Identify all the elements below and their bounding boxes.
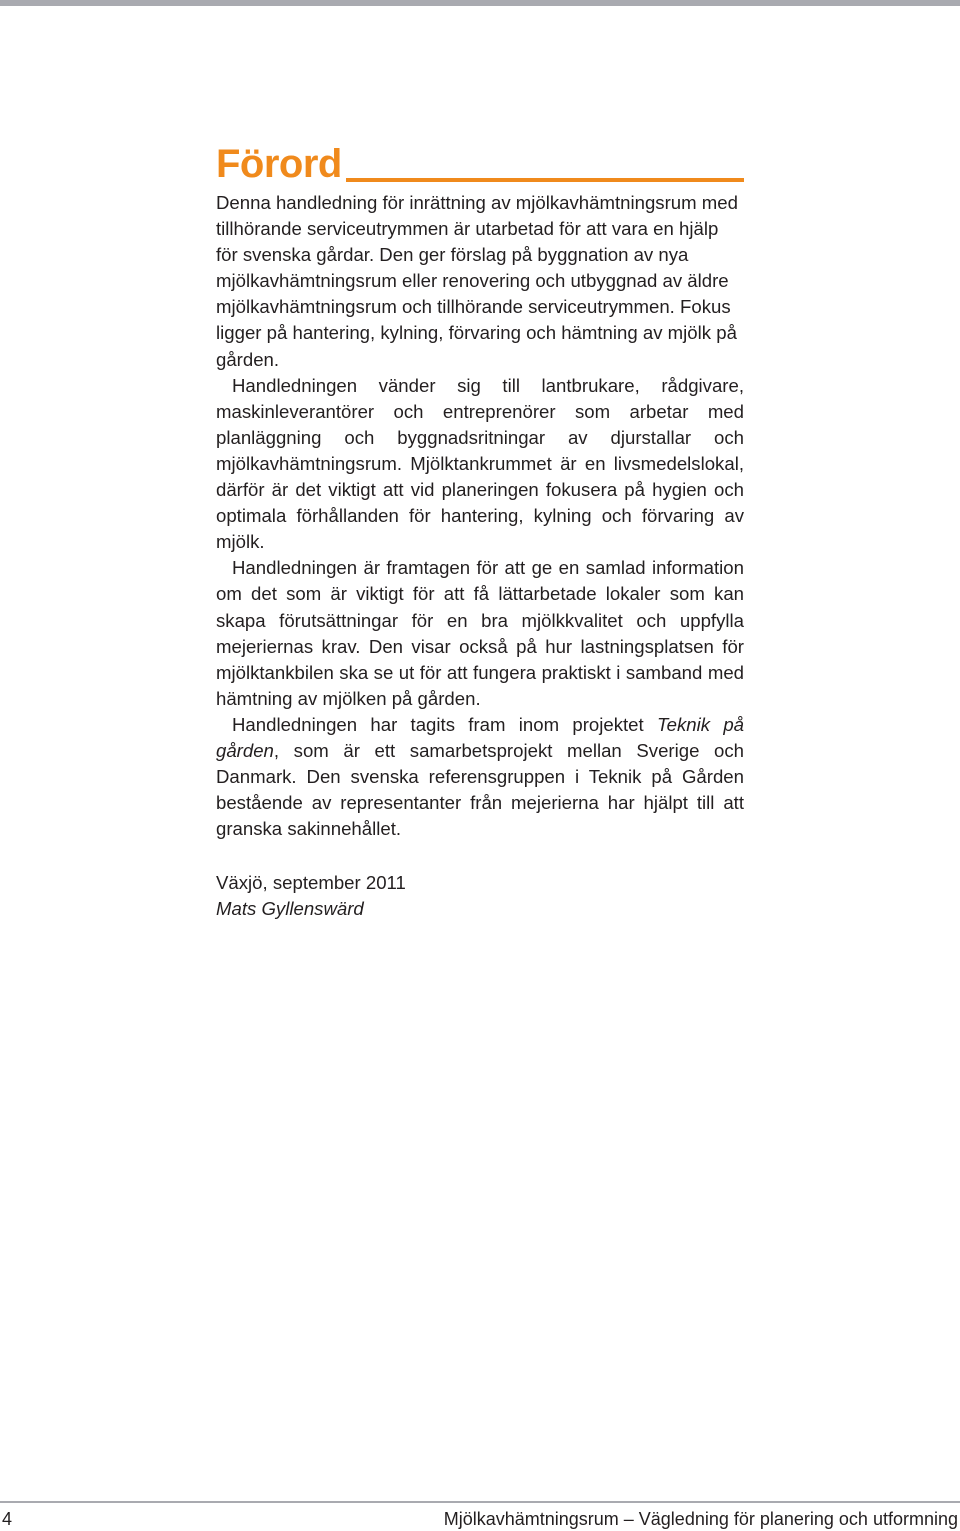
footer-title: Mjölkavhämtningsrum – Vägledning för planering och utformning	[443, 1509, 958, 1529]
project-name: Teknik på gården	[216, 713, 744, 761]
paragraph-intro: Denna handledning för inrättning av mjölkavhämtningsrum med tillhörande serviceutrymmen är utarbetad för att vara en hjälp för svenska gårdar. Den ger förslag på byggnation av nya mjölkavhämtningsrum eller renovering och utbyggnad av äldre mjölkavhämtningsrum och tillhörande serviceutrymmen. Fokus ligger på hantering, kylning, förvaring och hämtning av mjölk på gården.	[216, 192, 738, 370]
paragraph-project	[216, 712, 744, 842]
footer-rule	[0, 1501, 960, 1503]
signature-author: Mats Gyllenswärd	[216, 898, 364, 920]
signature-place-date: Växjö, september 2011	[216, 872, 406, 894]
paragraph-purpose: Handledningen är framtagen för att ge en samlad information om det som är viktigt för att få lättarbetade lokaler som kan skapa förutsättningar för en bra mjölkkvalitet och uppfylla mejeriernas krav. Den visar också på hur lastningsplatsen för mjölktankbilen ska se ut för att fungera praktiskt i samband med hämtning av mjölken på gården.	[216, 557, 744, 709]
heading-row	[216, 140, 744, 184]
title-underline	[346, 178, 744, 182]
page-content	[216, 140, 744, 923]
page-title: Förord	[216, 142, 342, 186]
top-rule	[0, 0, 960, 6]
signature-block	[216, 870, 744, 922]
paragraph-project-end: , som är ett samarbetsprojekt mellan Sverige och Danmark. Den svenska referensgruppen i Teknik på Gården bestående av representanter från mejerierna har hjälpt till att granska sakinnehållet.	[216, 739, 744, 840]
paragraph-audience: Handledningen vänder sig till lantbrukare, rådgivare, maskinleverantörer och entreprenörer som arbetar med planläggning och byggnadsritningar av djurstallar och mjölkavhämtningsrum. Mjölktankrummet är en livsmedelslokal, därför är det viktigt att vid planeringen fokusera på hygien och optimala förhållanden för hantering, kylning och förvaring av mjölk.	[216, 374, 744, 553]
paragraph-project-start: Handledningen har tagits fram inom projektet	[232, 713, 657, 735]
page-number: 4	[2, 1509, 13, 1529]
